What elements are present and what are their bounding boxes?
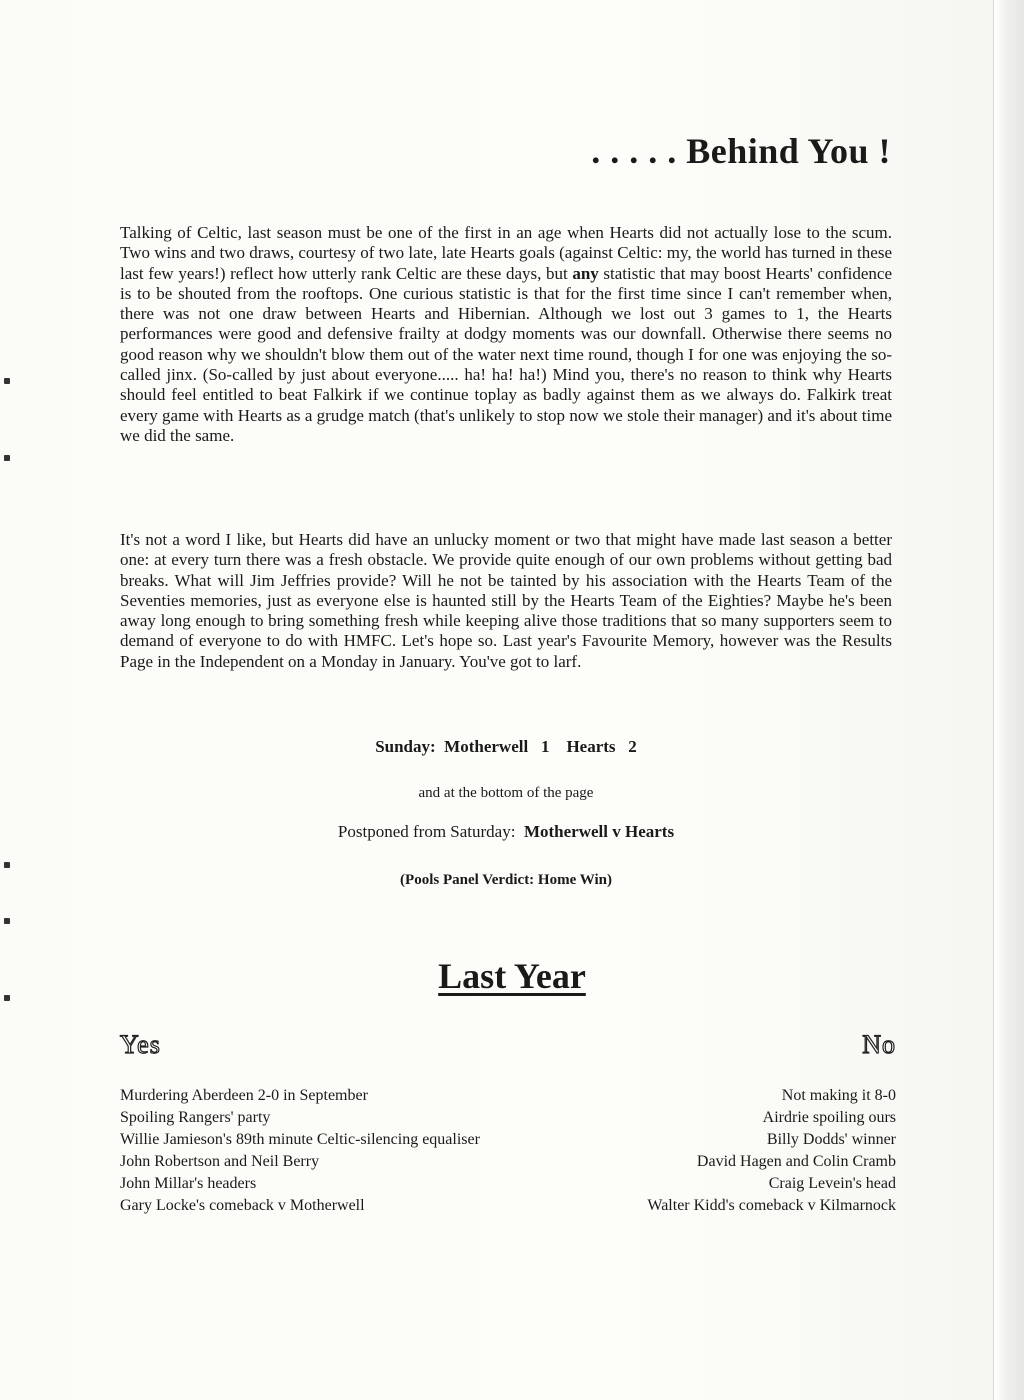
yes-column-heading: Yes	[120, 1030, 161, 1059]
article-title: . . . . . Behind You !	[591, 131, 891, 171]
binding-hole-mark	[4, 862, 10, 868]
list-item: Gary Locke's comeback v Motherwell	[120, 1197, 365, 1214]
article-paragraph-1	[120, 223, 892, 446]
list-item: Craig Levein's head	[768, 1175, 896, 1192]
home-score: 1	[540, 737, 550, 756]
binding-hole-mark	[4, 455, 10, 461]
article-paragraph-2: It's not a word I like, but Hearts did have an unlucky moment or two that might have made last season a better one: at every turn there was a fresh obstacle. We provide quite enough of our own problems without getting bad breaks. What will Jim Jeffries provide? Will he not be tainted by his association with the Hearts Team of the Seventies memories, just as everyone else is haunted still by the Hearts Team of the Eighties? Maybe he's been away long enough to bring something fresh while keeping alive those traditions that so many supporters seem to demand of everyone to do with HMFC. Let's hope so. Last year's Favourite Memory, however was the Results Page in the Independent on a Monday in January. You've got to larf.	[120, 530, 892, 671]
pools-panel-verdict: (Pools Panel Verdict: Home Win)	[400, 872, 612, 888]
sunday-result	[120, 737, 892, 757]
away-team: Hearts	[566, 737, 616, 756]
list-item: Billy Dodds' winner	[766, 1131, 896, 1148]
list-item: David Hagen and Colin Cramb	[696, 1153, 896, 1170]
list-item: Willie Jamieson's 89th minute Celtic-silencing equaliser	[120, 1131, 480, 1148]
postponed-label: Postponed from Saturday:	[337, 822, 516, 841]
list-item: Murdering Aberdeen 2-0 in September	[120, 1087, 368, 1104]
list-item: Not making it 8-0	[781, 1087, 896, 1104]
postponed-line	[120, 822, 892, 842]
paragraph-1-emphasis: any	[572, 263, 599, 283]
yes-list	[120, 1085, 480, 1217]
list-item: John Robertson and Neil Berry	[120, 1153, 320, 1170]
away-score: 2	[628, 737, 637, 756]
home-team: Motherwell	[444, 737, 529, 756]
list-item: Airdrie spoiling ours	[762, 1109, 896, 1126]
page-edge	[993, 0, 1024, 1400]
binding-hole-mark	[4, 918, 10, 924]
list-item: Walter Kidd's comeback v Kilmarnock	[647, 1197, 896, 1214]
postponed-match: Motherwell v Hearts	[523, 822, 675, 841]
no-list	[647, 1085, 896, 1217]
paragraph-1-text-start: Talking of Celtic, last season must be one of the first in an age when Hearts did not actually lose to the scum. Two wins and two draws, courtesy of two late, late Hearts goals (against Celtic: my, the world has turned in these last few years!) reflect how utterly rank Celtic are these days, but	[120, 223, 892, 283]
no-column-heading: No	[862, 1030, 896, 1059]
paragraph-1-text-end: statistic that may boost Hearts' confidence is to be shouted from the rooftops. One curious statistic is that for the first time since I can't remember when, there was not one draw between Hearts and Hibernian. Although we lost out 3 games to 1, the Hearts performances were good and defensive frailty at dodgy moments was our downfall. Otherwise there seems no good reason why we shouldn't blow them out of the water next time round, though I for one was enjoying the so-called jinx. (So-called by just about everyone..... ha! ha! ha!) Mind you, there's no reason to think why Hearts should feel entitled to beat Falkirk if we continue toplay as badly against them as we always do. Falkirk treat every game with Hearts as a grudge match (that's unlikely to stop now we stole their manager) and it's about time we did the same.	[120, 263, 892, 445]
list-item: Spoiling Rangers' party	[120, 1109, 271, 1126]
list-item: John Millar's headers	[120, 1175, 257, 1192]
binding-hole-mark	[4, 378, 10, 384]
sunday-label: Sunday:	[375, 737, 436, 756]
last-year-heading: Last Year	[438, 956, 586, 996]
bottom-note: and at the bottom of the page	[418, 785, 594, 801]
